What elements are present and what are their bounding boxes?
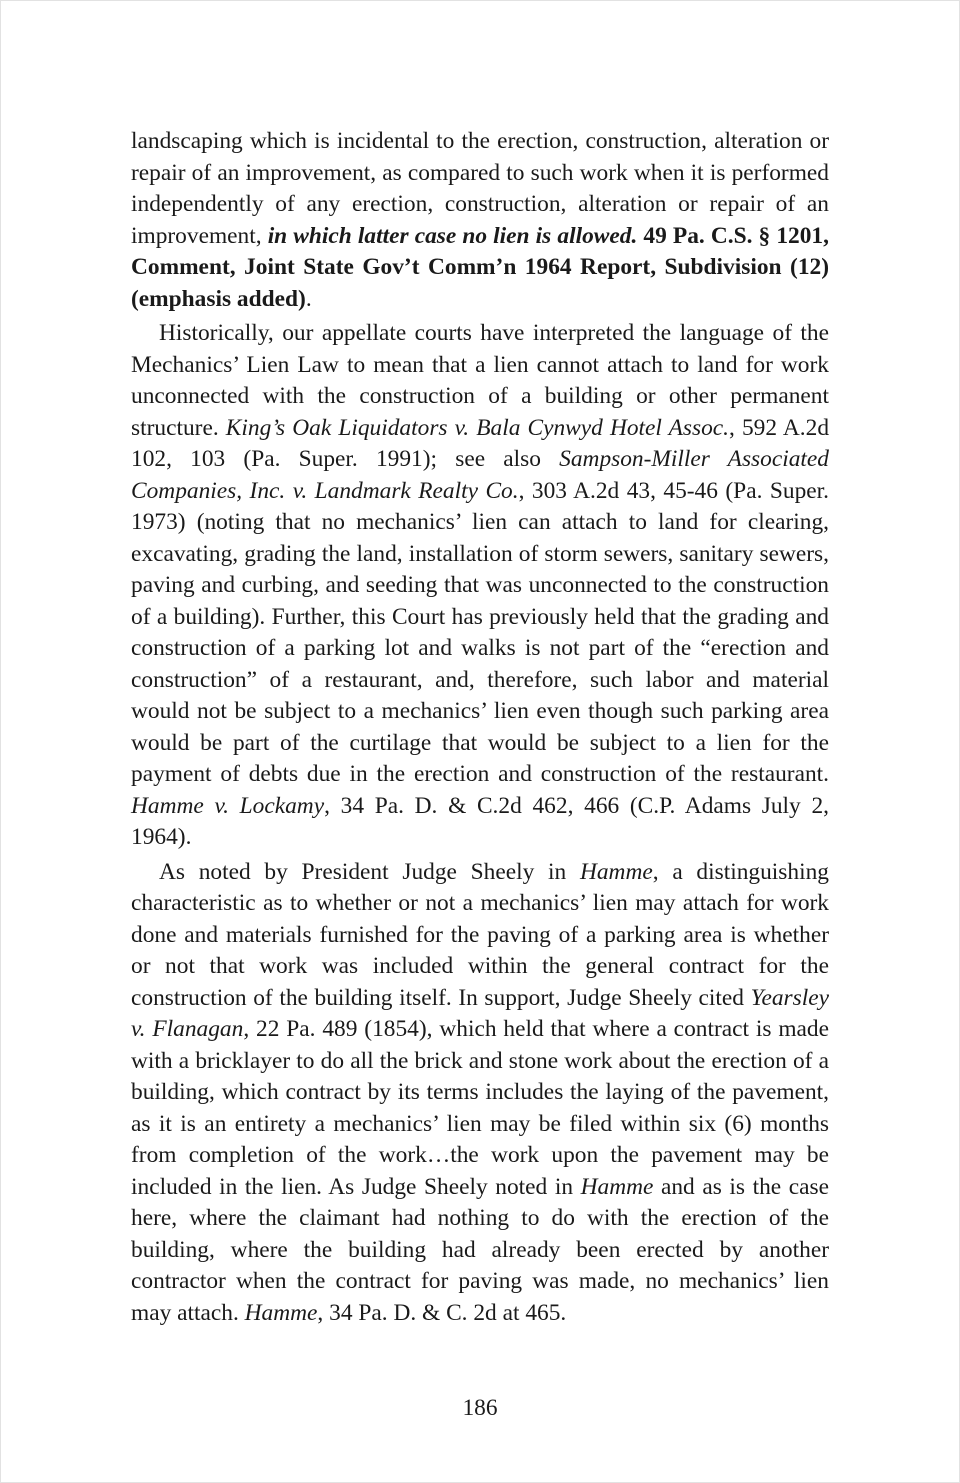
emphasized-quote: in which latter case no lien is allowed. — [267, 222, 638, 249]
case-name: Sampson-Miller Associated Companies, Inc. v. Landmark Realty Co. — [131, 446, 829, 504]
paragraph-1 — [131, 126, 829, 315]
case-name: Hamme — [579, 858, 653, 885]
text-run: , 22 Pa. 489 (1854), which held that where a contract is made with a bricklayer to do all the brick and stone work about the erection of a building, which contract by its terms includes the laying of the pavement, as it is an entirety a mechanics’ lien may be filed within six (6) months from completion of the work…the work upon the pavement may be included in the lien. As Judge Sheely noted in — [131, 1016, 829, 1200]
statute-citation: 49 Pa. C.S. § 1201, Comment, Joint State Gov’t Comm’n 1964 Report, Subdivision (12) (emphasis added) — [131, 222, 829, 312]
text-run: Historically, our appellate courts have interpreted the language of the Mechanics’ Lien Law to mean that a lien cannot attach to land for work unconnected with the construction of a building or other permanent structure. — [131, 320, 829, 441]
text-run: and as is the case here, where the claimant had nothing to do with the erection of the building, where the building had already been erected by another contractor when the contract for paving was made, no mechanics’ lien may attach. — [131, 1173, 829, 1326]
text-run: , a distinguishing characteristic as to whether or not a mechanics’ lien may attach for work done and materials furnished for the paving of a parking area is whether or not that work was included within the general contract for the construction of the building itself. In support, Judge Sheely cited — [131, 858, 829, 1011]
body-text — [131, 126, 829, 1329]
case-name: Hamme — [244, 1299, 318, 1326]
text-run: , 34 Pa. D. & C.2d 462, 466 (C.P. Adams July 2, 1964). — [131, 792, 829, 850]
text-run: landscaping which is incidental to the erection, construction, alteration or repair of an improvement, as compared to such work when it is performed independently of any erection, construction, alteration or repair of an improvement, — [131, 128, 829, 249]
text-run: , 34 Pa. D. & C. 2d at 465. — [317, 1299, 567, 1326]
case-name: Hamme — [580, 1173, 654, 1200]
text-run: As noted by President Judge Sheely in — [159, 858, 580, 885]
case-name: King’s Oak Liquidators v. Bala Cynwyd Hotel Assoc. — [225, 414, 730, 441]
paragraph-2 — [131, 318, 829, 854]
text-run: , 592 A.2d 102, 103 (Pa. Super. 1991); see also — [131, 414, 830, 472]
paragraph-3 — [131, 857, 829, 1330]
page-number: 186 — [462, 1395, 498, 1421]
case-name: Yearsley v. Flanagan — [131, 984, 829, 1042]
text-run: . — [305, 285, 312, 312]
text-run: , 303 A.2d 43, 45-46 (Pa. Super. 1973) (noting that no mechanics’ lien can attach to land for clearing, excavating, grading the land, installation of storm sewers, sanitary sewers, paving and curbing, and seeding that was unconnected to the construction of a building). Further, this Court has previously held that the grading and construction of a parking lot and walks is not part of the “erection and construction” of a restaurant, and, therefore, such labor and material would not be subject to a mechanics’ lien even though such parking area would be part of the curtilage that would be subject to a lien for the payment of debts due in the erection and construction of the restaurant. — [131, 477, 829, 787]
case-name: Hamme v. Lockamy — [131, 792, 325, 819]
